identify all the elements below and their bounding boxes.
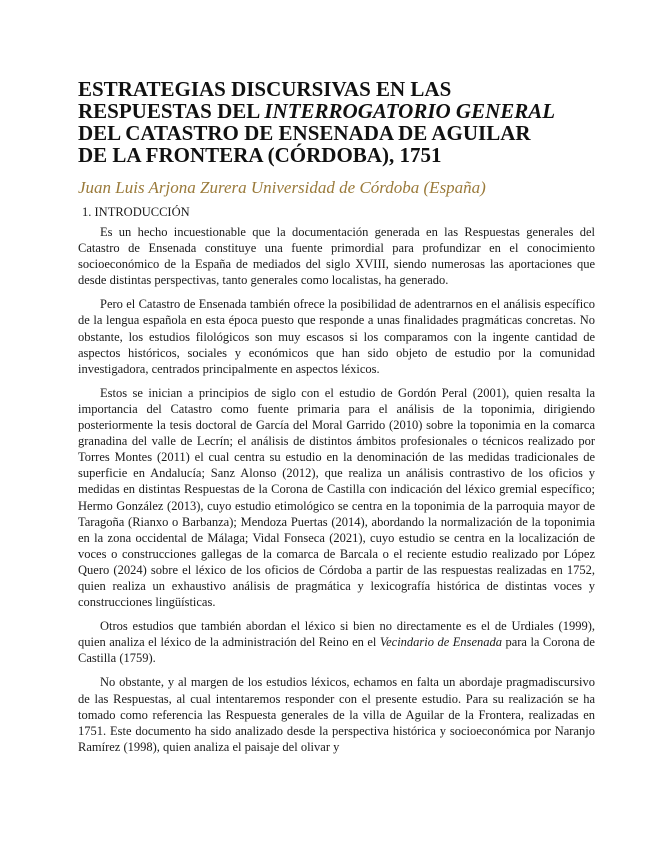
title-line-4: DE LA FRONTERA (CÓRDOBA), 1751 xyxy=(78,143,442,167)
title-line-1: ESTRATEGIAS DISCURSIVAS EN LAS xyxy=(78,77,452,101)
paragraph-2: Pero el Catastro de Ensenada también ofrece la posibilidad de adentrarnos en el análisis específico de la lengua española en esta época puesto que responde a unas finalidades pragmáticas concretas. No obstante, los estudios filológicos son muy escasos si los comparamos con la ingente cantidad de aspectos históricos, sociales y económicos que han sido objeto de estudio por la comunidad investigadora, centrados principalmente en aspectos léxicos. xyxy=(78,297,595,376)
paragraph-5: No obstante, y al margen de los estudios léxicos, echamos en falta un abordaje pragmadiscursivo de las Respuestas, al cual intentaremos responder con el presente estudio. Para su realización se ha tomado como referencia las Respuesta generales de la villa de Aguilar de la Frontera, realizadas en 1751. Este documento ha sido analizado desde la perspectiva histórica y socioeconómica por Naranjo Ramírez (1998), quien analiza el paisaje del olivar y xyxy=(78,675,595,754)
paragraph-1: Es un hecho incuestionable que la documentación generada en las Respuestas generales del Catastro de Ensenada constituye una fuente primordial para profundizar en el conocimiento socioeconómico de la España de mediados del siglo XVIII, siendo numerosas las aportaciones que desde distintas perspectivas, tanto generales como localistas, ha generado. xyxy=(78,225,595,288)
paragraph-4 xyxy=(78,618,595,666)
paragraph-4-italic: Vecindario de Ensenada xyxy=(379,635,503,650)
paragraph-4-text: Otros estudios que también abordan el léxico si bien no directamente es el de Urdiales (1999), quien analiza el léxico de la administración del Reino en el xyxy=(78,619,595,650)
title-line-2-italic: INTERROGATORIO GENERAL xyxy=(264,99,556,123)
paragraph-3: Estos se inician a principios de siglo con el estudio de Gordón Peral (2001), quien resalta la importancia del Catastro como fuente primaria para el análisis de la toponimia, dirigiendo posteriormente la tesis doctoral de García del Moral Garrido (2010) sobre la toponimia en la comarca granadina del valle de Lecrín; el análisis de distintos ámbitos profesionales o técnicos realizado por Torres Montes (2011) el cual centra su estudio en la denominación de las medidas tradicionales de superficie en Andalucía; Sanz Alonso (2012), que realiza un análisis contrastivo de los oficios y medidas en distintas Respuestas de la Corona de Castilla con indicación del léxico gremial específico; Hermo González (2013), cuyo estudio etimológico se centra en la toponimia de la parroquia mayor de Taragoña (Rianxo o Barbanza); Mendoza Puertas (2014), abordando la normalización de la toponimia en la zona occidental de Málaga; Vidal Fonseca (2021), cuyo estudio se centra en la localización de voces o construcciones gallegas de la comarca de Barcala o el reciente estudio realizado por López Quero (2024) sobre el léxico de los oficios de Córdoba a partir de las respuestas realizadas en 1752, quien realiza un exhaustivo análisis de pragmática y lexicografía histórica de distintas voces y construcciones lingüísticas. xyxy=(78,385,595,610)
paragraph-4-end: para la Corona de Castilla (1759). xyxy=(78,635,595,666)
title-line-2-pre: RESPUESTAS DEL xyxy=(78,99,265,123)
author-affiliation: Juan Luis Arjona Zurera Universidad de Córdoba (España) xyxy=(78,178,486,197)
section-heading: 1. INTRODUCCIÓN xyxy=(82,205,190,219)
title-line-3: DEL CATASTRO DE ENSENADA DE AGUILAR xyxy=(78,121,531,145)
body-text xyxy=(78,224,595,763)
paper-title xyxy=(78,78,598,166)
